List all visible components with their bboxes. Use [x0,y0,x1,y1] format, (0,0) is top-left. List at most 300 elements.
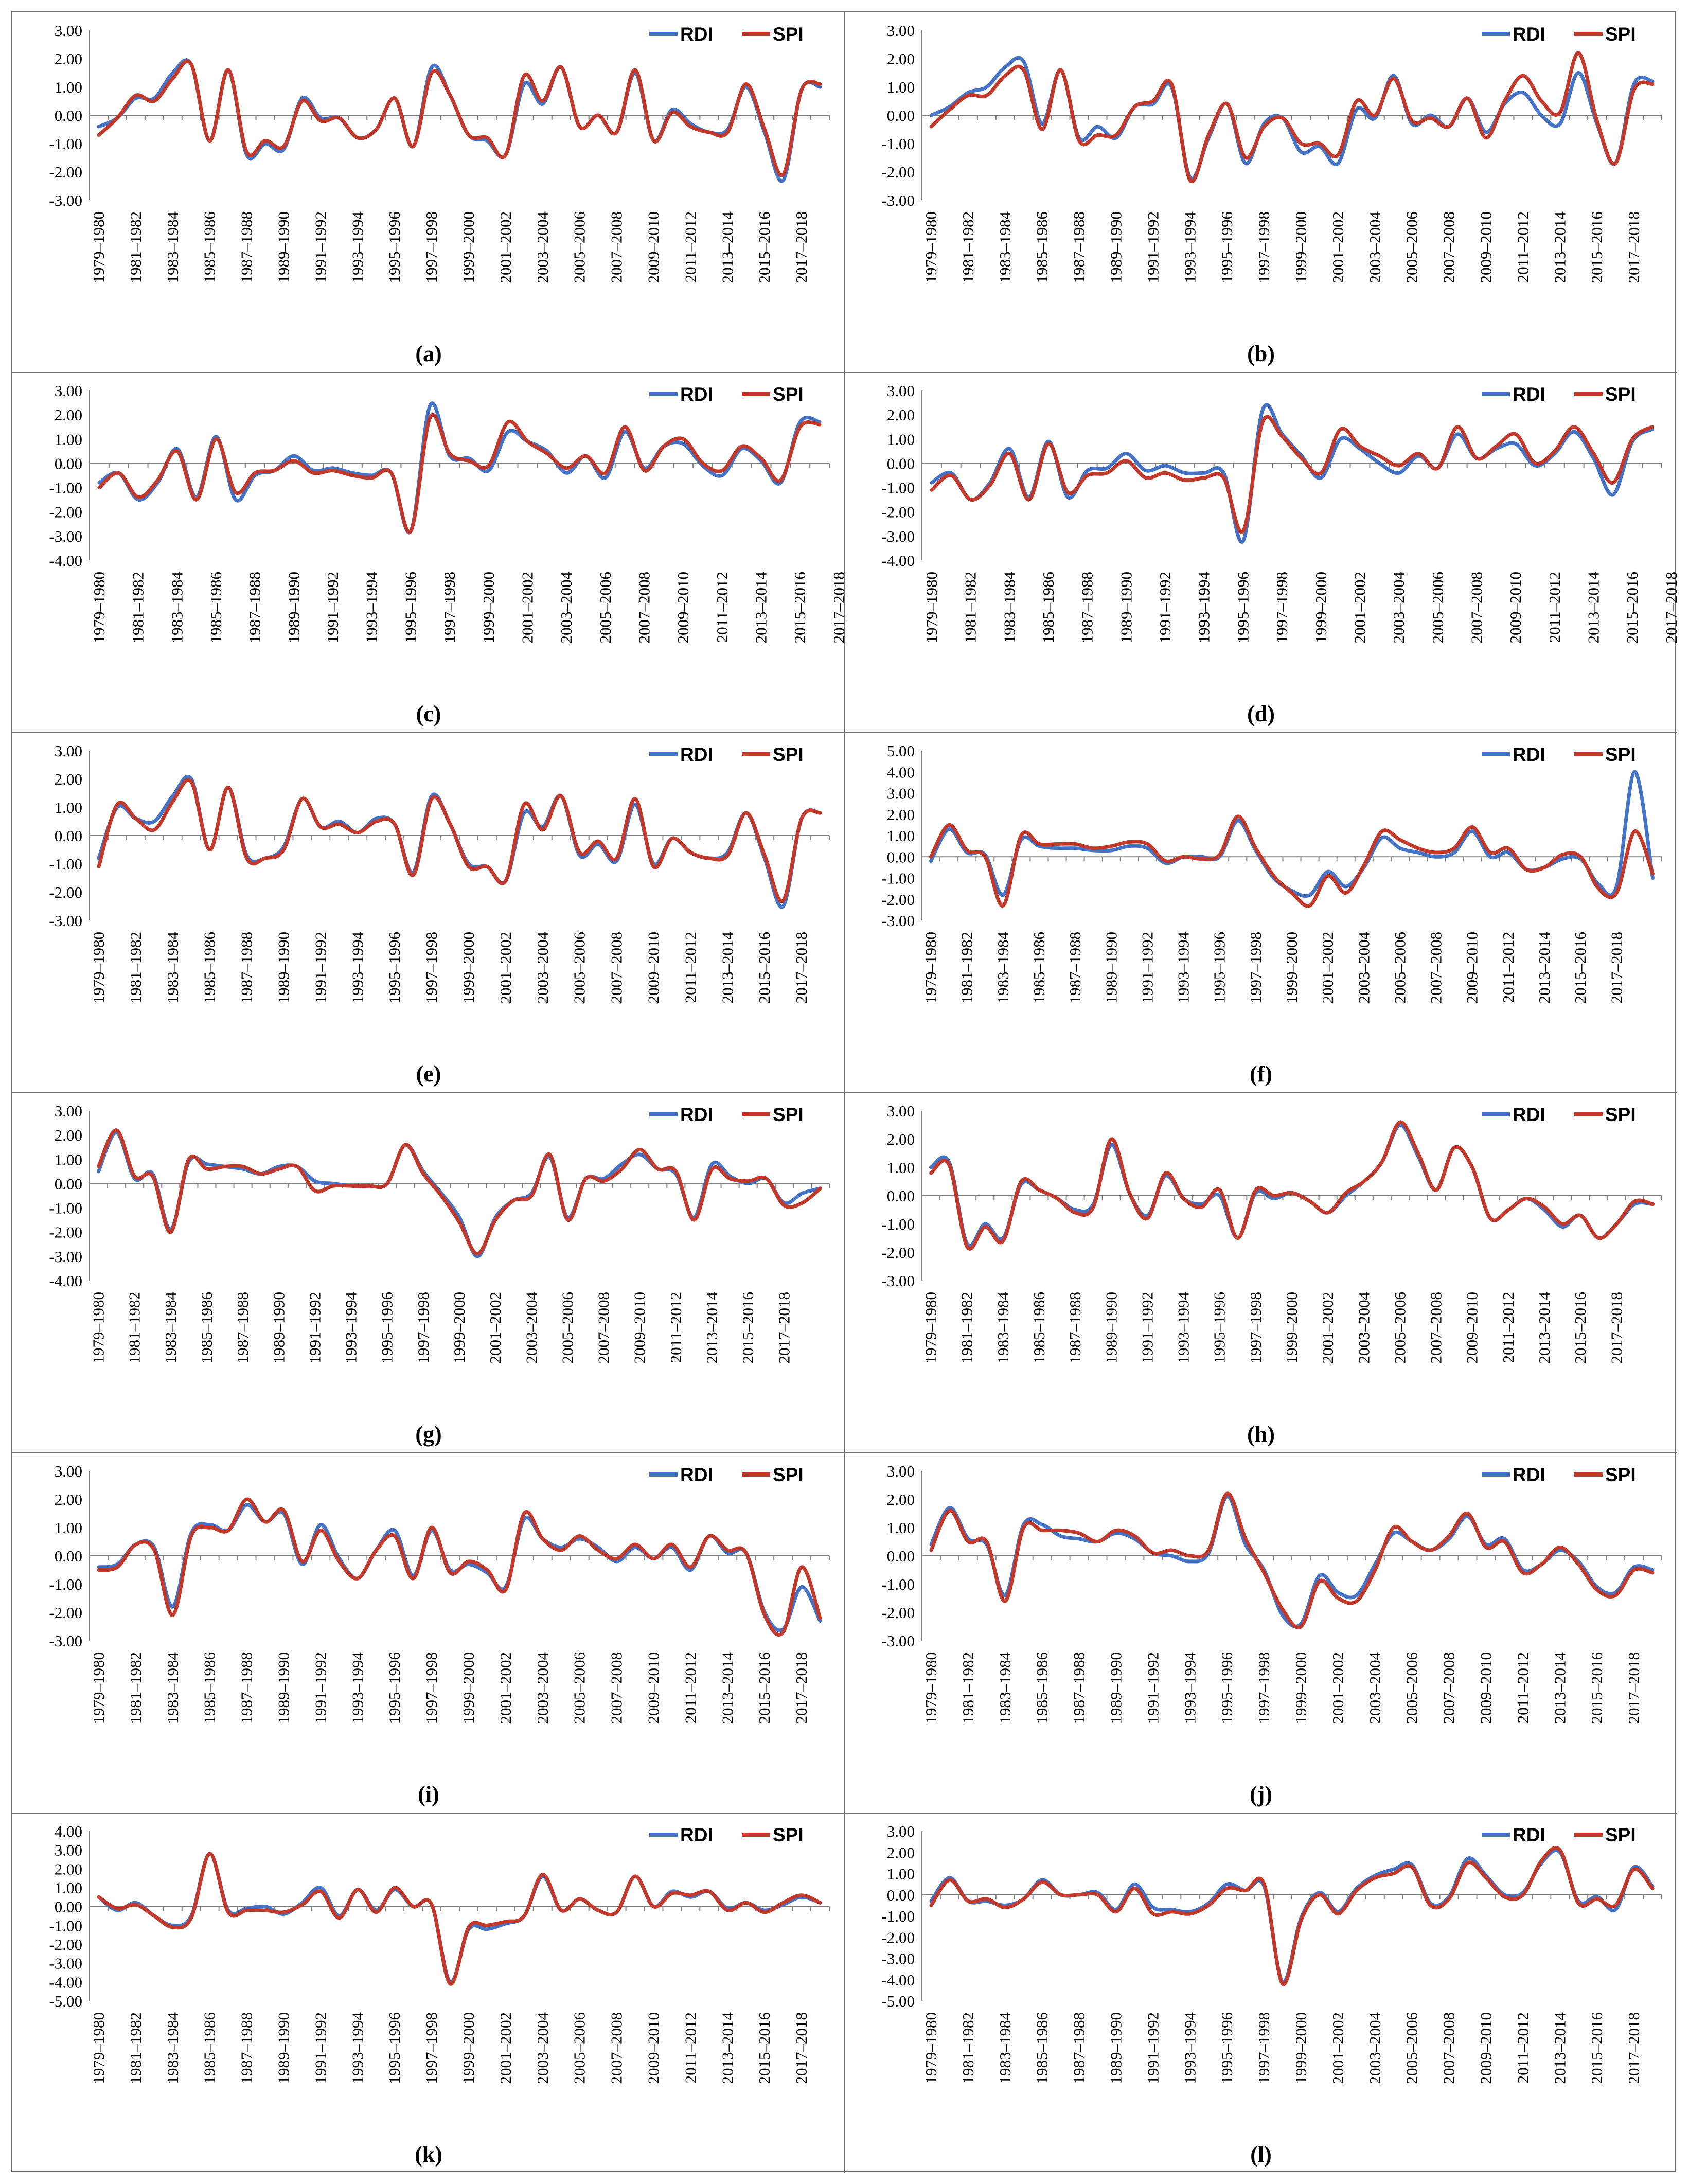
y-tick-label: 0.00 [886,1547,915,1565]
y-tick-label: 1.00 [54,1519,82,1537]
legend-label-rdi: RDI [1513,1104,1545,1125]
x-tick-label: 2005–2006 [1402,211,1421,283]
y-tick-label: 2.00 [886,1490,915,1508]
y-tick-label: 1.00 [886,1519,915,1537]
x-tick-label: 2011–2012 [1499,932,1517,1003]
x-tick-label: 2009–2010 [1506,572,1525,644]
x-tick-label: 1991–1992 [311,1652,330,1724]
series-line-spi [932,417,1652,532]
panel-label: (f) [1250,1061,1272,1087]
y-tick-label: 2.00 [886,1130,915,1148]
x-tick-label: 1981–1982 [126,932,145,1004]
legend-label-spi: SPI [1605,744,1636,765]
y-tick-label: -1.00 [49,1199,82,1217]
x-tick-label: 1997–1998 [422,1652,441,1724]
y-tick-label: -1.00 [49,1575,82,1593]
x-tick-label: 2013–2014 [1551,211,1569,283]
legend-label-spi: SPI [773,24,804,45]
x-tick-label: 1993–1994 [348,932,367,1004]
y-tick-label: 2.00 [54,1126,82,1145]
x-tick-label: 2001–2002 [496,2012,514,2084]
x-tick-label: 1979–1980 [90,571,108,644]
series-line-spi [931,1848,1652,1984]
x-tick-label: 1981–1982 [958,211,977,283]
x-tick-label: 2017–2018 [1607,931,1626,1004]
x-tick-label: 1983–1984 [168,572,186,644]
y-tick-label: -3.00 [881,912,915,930]
x-tick-label: 2011–2012 [681,2012,700,2084]
x-tick-label: 1987–1988 [1066,931,1084,1004]
x-tick-label: 1983–1984 [993,931,1012,1004]
x-tick-label: 2003–2004 [1355,932,1373,1004]
x-tick-label: 1987–1988 [237,932,256,1004]
x-tick-label: 2009–2010 [1477,211,1495,283]
x-tick-label: 1995–1996 [385,211,404,283]
legend-label-rdi: RDI [680,1104,713,1125]
y-tick-label: 3.00 [54,1841,82,1859]
series-line-spi [99,1854,820,1984]
x-tick-label: 1997–1998 [422,932,441,1004]
x-tick-label: 1985–1986 [1033,1652,1051,1724]
x-tick-label: 1993–1994 [362,571,381,644]
x-tick-label: 1993–1994 [348,211,367,283]
x-tick-label: 2001–2002 [496,932,514,1004]
series-line-rdi [931,1125,1653,1246]
panel-label: (h) [1247,1422,1275,1447]
y-tick-label: -2.00 [49,1223,82,1241]
chart-panel-a [49,22,829,366]
legend-label-spi: SPI [1605,1464,1636,1485]
x-tick-label: 2003–2004 [533,211,552,283]
x-tick-label: 1983–1984 [161,1291,180,1364]
x-tick-label: 2013–2014 [718,211,737,283]
y-tick-label: -2.00 [881,163,915,181]
x-tick-label: 2013–2014 [1584,572,1603,644]
x-tick-label: 2011–2012 [1514,211,1532,283]
legend-label-rdi: RDI [680,384,713,405]
x-tick-label: 2005–2006 [1428,571,1447,644]
x-tick-label: 2017–2018 [1625,2012,1643,2084]
series-line-spi [931,1494,1652,1628]
y-tick-label: 2.00 [54,50,82,68]
x-tick-label: 2007–2008 [1439,1652,1458,1724]
x-tick-label: 1983–1984 [163,2012,182,2084]
y-tick-label: -1.00 [881,135,915,153]
x-tick-label: 2005–2006 [570,932,589,1004]
y-tick-label: 3.00 [54,382,82,400]
legend-label-rdi: RDI [1513,24,1545,45]
x-tick-label: 1989–1990 [270,1292,288,1364]
x-tick-label: 1997–1998 [1246,932,1265,1004]
x-tick-label: 2013–2014 [718,932,737,1004]
x-tick-label: 2007–2008 [1439,2012,1458,2084]
figure-grid [11,11,1680,2172]
x-tick-label: 1981–1982 [126,1652,145,1724]
x-tick-label: 1995–1996 [1210,1291,1229,1364]
x-tick-label: 2009–2010 [1477,2012,1495,2084]
x-tick-label: 2005–2006 [596,571,614,644]
series-line-rdi [99,1132,821,1256]
x-tick-label: 1991–1992 [311,932,330,1004]
x-tick-label: 1989–1990 [274,932,293,1004]
legend-label-rdi: RDI [680,1824,713,1845]
legend-label-rdi: RDI [680,744,713,765]
y-tick-label: -5.00 [881,1992,915,2010]
x-tick-label: 2007–2008 [594,1292,613,1364]
x-tick-label: 2015–2016 [1588,1652,1606,1724]
y-tick-label: 3.00 [886,22,915,40]
y-tick-label: 0.00 [886,1886,915,1904]
y-tick-label: -3.00 [49,191,82,209]
x-tick-label: 2015–2016 [1588,211,1606,283]
x-tick-label: 2009–2010 [644,1652,663,1724]
y-tick-label: 3.00 [54,22,82,40]
chart-panel-j [881,1462,1662,1807]
y-tick-label: 2.00 [54,406,82,424]
x-tick-label: 1983–1984 [163,932,182,1004]
y-tick-label: -1.00 [49,1916,82,1935]
x-tick-label: 1983–1984 [163,211,182,283]
y-tick-label: -3.00 [49,1954,82,1973]
x-tick-label: 2011–2012 [1514,2012,1532,2084]
x-tick-label: 1999–2000 [1292,1652,1310,1724]
x-tick-label: 1997–1998 [1255,2012,1273,2084]
x-tick-label: 2013–2014 [1551,1652,1569,1724]
x-tick-label: 2013–2014 [752,572,770,644]
series-line-spi [99,1499,820,1635]
x-tick-label: 2009–2010 [630,1291,649,1364]
y-tick-label: 0.00 [886,454,915,473]
x-tick-label: 1997–1998 [414,1292,432,1364]
x-tick-label: 1991–1992 [1156,571,1174,644]
x-tick-label: 1979–1980 [922,1652,940,1724]
x-tick-label: 1979–1980 [922,2012,940,2084]
x-tick-label: 1995–1996 [385,932,404,1004]
x-tick-label: 1989–1990 [1102,932,1121,1004]
y-tick-label: 3.00 [886,1822,915,1840]
y-tick-label: 0.00 [54,106,82,125]
chart-panel-b [881,22,1662,366]
y-tick-label: 1.00 [886,827,915,845]
panel-label: (e) [416,1061,441,1087]
x-tick-label: 1981–1982 [957,932,976,1004]
y-tick-label: -1.00 [49,478,82,497]
x-tick-label: 1993–1994 [1174,932,1193,1004]
x-tick-label: 2017–2018 [829,571,848,644]
x-tick-label: 1991–1992 [311,211,330,283]
y-tick-label: -4.00 [881,1970,915,1989]
x-tick-label: 1999–2000 [1283,932,1301,1004]
x-tick-label: 1981–1982 [957,1292,976,1364]
y-tick-label: 0.00 [886,1187,915,1205]
x-tick-label: 1987–1988 [1070,211,1088,283]
legend-label-spi: SPI [1605,1824,1636,1845]
x-tick-label: 1985–1986 [1030,1292,1048,1364]
x-tick-label: 2001–2002 [1328,2012,1347,2084]
y-tick-label: -1.00 [881,1907,915,1925]
panel-label: (c) [416,701,441,726]
y-tick-label: 3.00 [886,382,915,400]
y-tick-label: -4.00 [881,552,915,570]
y-tick-label: 1.00 [54,1879,82,1897]
x-tick-label: 1979–1980 [90,932,108,1004]
x-tick-label: 2017–2018 [1662,571,1680,644]
y-tick-label: -1.00 [49,855,82,873]
x-tick-label: 2009–2010 [644,211,663,283]
x-tick-label: 1999–2000 [459,211,477,283]
y-tick-label: -3.00 [49,1247,82,1266]
x-tick-label: 1993–1994 [1181,2012,1199,2084]
x-tick-label: 1995–1996 [385,1652,404,1724]
x-tick-label: 1999–2000 [1292,211,1310,283]
x-tick-label: 2005–2006 [1391,931,1409,1004]
x-tick-label: 2017–2018 [1625,1652,1643,1724]
x-tick-label: 1995–1996 [1210,931,1229,1004]
y-tick-label: 0.00 [54,454,82,473]
y-tick-label: 4.00 [886,763,915,782]
x-tick-label: 1987–1988 [245,572,264,644]
x-tick-label: 1995–1996 [1218,1652,1236,1724]
x-tick-label: 1989–1990 [274,211,293,283]
x-tick-label: 1985–1986 [1039,572,1057,644]
x-tick-label: 1999–2000 [1311,572,1330,644]
y-tick-label: -2.00 [49,503,82,521]
chart-panel-l [881,1822,1662,2167]
y-tick-label: 0.00 [886,848,915,866]
y-tick-label: 3.00 [54,742,82,760]
y-tick-label: 2.00 [886,1843,915,1862]
y-tick-label: 1.00 [886,1865,915,1883]
x-tick-label: 1985–1986 [198,1292,216,1364]
x-tick-label: 1981–1982 [125,1292,144,1364]
x-tick-label: 1989–1990 [1117,571,1135,644]
x-tick-label: 1987–1988 [237,2012,256,2084]
x-tick-label: 1999–2000 [459,2012,477,2084]
panel-label: (i) [418,1782,439,1807]
x-tick-label: 1991–1992 [311,2012,330,2084]
y-tick-label: 1.00 [54,1150,82,1169]
x-tick-label: 2011–2012 [681,211,700,283]
x-tick-label: 2001–2002 [518,571,537,644]
y-tick-label: 2.00 [54,1860,82,1878]
x-tick-label: 2003–2004 [1365,1652,1384,1724]
x-tick-label: 2005–2006 [570,2012,589,2084]
x-tick-label: 2005–2006 [570,1652,589,1724]
legend-label-rdi: RDI [680,24,713,45]
x-tick-label: 2001–2002 [486,1291,505,1364]
x-tick-label: 2009–2010 [644,2012,663,2084]
x-tick-label: 2015–2016 [755,1652,774,1724]
y-tick-label: -2.00 [881,1244,915,1262]
x-tick-label: 1981–1982 [961,571,980,644]
x-tick-label: 2015–2016 [739,1292,757,1364]
x-tick-label: 1999–2000 [479,572,497,644]
x-tick-label: 1999–2000 [1283,1292,1301,1364]
x-tick-label: 1995–1996 [1218,2012,1236,2084]
x-tick-label: 2015–2016 [755,2012,774,2084]
x-tick-label: 1981–1982 [958,1652,977,1724]
x-tick-label: 1981–1982 [958,2012,977,2084]
x-tick-label: 2015–2016 [755,211,774,283]
y-tick-label: 2.00 [54,770,82,788]
x-tick-label: 1983–1984 [1000,572,1019,644]
x-tick-label: 2015–2016 [791,571,809,644]
y-tick-label: -1.00 [881,869,915,887]
x-tick-label: 1987–1988 [237,1652,256,1724]
legend-label-spi: SPI [773,744,804,765]
y-tick-label: 3.00 [54,1462,82,1480]
y-tick-label: -4.00 [49,552,82,570]
x-tick-label: 2003–2004 [522,1292,541,1364]
x-tick-label: 2003–2004 [533,932,552,1004]
x-tick-label: 2017–2018 [792,211,811,283]
x-tick-label: 2005–2006 [1391,1291,1409,1364]
y-tick-label: -1.00 [881,1575,915,1593]
x-tick-label: 1993–1994 [1174,1292,1193,1364]
chart-panel-d [881,382,1680,726]
x-tick-label: 2003–2004 [1365,211,1384,283]
x-tick-label: 1997–1998 [440,572,459,644]
x-tick-label: 2007–2008 [1439,211,1458,283]
x-tick-label: 1995–1996 [401,572,420,644]
y-tick-label: 0.00 [886,106,915,125]
y-tick-label: -2.00 [49,163,82,181]
y-tick-label: 0.00 [54,1547,82,1565]
x-tick-label: 2005–2006 [1402,1652,1421,1724]
y-tick-label: -3.00 [881,1632,915,1650]
x-tick-label: 2013–2014 [1551,2012,1569,2084]
y-tick-label: -3.00 [881,191,915,209]
series-line-spi [99,1130,821,1254]
x-tick-label: 1989–1990 [285,571,303,644]
x-tick-label: 2003–2004 [1355,1292,1373,1364]
x-tick-label: 2017–2018 [792,932,811,1004]
x-tick-label: 1979–1980 [90,211,108,283]
x-tick-label: 2001–2002 [1319,931,1337,1004]
x-tick-label: 1993–1994 [348,2012,367,2084]
panel-label: (g) [415,1422,442,1447]
x-tick-label: 1991–1992 [306,1291,324,1364]
x-tick-label: 1993–1994 [348,1652,367,1724]
x-tick-label: 2003–2004 [1390,571,1408,644]
x-tick-label: 2011–2012 [681,1652,700,1724]
x-tick-label: 1981–1982 [126,211,145,283]
x-tick-label: 2003–2004 [533,2012,552,2084]
x-tick-label: 2015–2016 [1571,932,1590,1004]
y-tick-label: -3.00 [49,1632,82,1650]
x-tick-label: 1979–1980 [922,211,940,283]
series-line-spi [931,1122,1653,1249]
legend-label-spi: SPI [1605,24,1636,45]
chart-panel-i [49,1462,829,1807]
x-tick-label: 2001–2002 [496,211,514,283]
x-tick-label: 2003–2004 [533,1652,552,1724]
x-tick-label: 1999–2000 [1292,2012,1310,2084]
x-tick-label: 1989–1990 [1107,2012,1125,2084]
y-tick-label: 1.00 [886,78,915,96]
legend-label-spi: SPI [773,1104,804,1125]
x-tick-label: 1983–1984 [993,1291,1012,1364]
x-tick-label: 1989–1990 [1102,1292,1121,1364]
x-tick-label: 1985–1986 [200,2012,219,2084]
x-tick-label: 2009–2010 [1463,931,1481,1004]
x-tick-label: 1991–1992 [1144,1652,1162,1724]
y-tick-label: 0.00 [54,1897,82,1916]
legend-label-spi: SPI [773,384,804,405]
series-line-spi [99,61,820,175]
x-tick-label: 1991–1992 [1138,1291,1157,1364]
x-tick-label: 1995–1996 [385,2012,404,2084]
x-tick-label: 1987–1988 [1070,2012,1088,2084]
y-tick-label: 3.00 [886,1462,915,1480]
y-tick-label: 3.00 [886,784,915,803]
x-tick-label: 2011–2012 [666,1292,685,1363]
x-tick-label: 1985–1986 [1030,932,1048,1004]
x-tick-label: 1983–1984 [995,1652,1014,1724]
x-tick-label: 1991–1992 [1144,2012,1162,2084]
x-tick-label: 2007–2008 [635,572,653,644]
x-tick-label: 2007–2008 [1427,932,1445,1004]
panel-label: (k) [415,2142,442,2167]
x-tick-label: 1985–1986 [207,572,225,644]
x-tick-label: 1979–1980 [921,1291,940,1364]
series-line-spi [99,780,820,901]
y-tick-label: 1.00 [886,1159,915,1177]
x-tick-label: 1987–1988 [1066,1291,1084,1364]
y-tick-label: -2.00 [49,883,82,901]
y-tick-label: 5.00 [886,742,915,760]
x-tick-label: 1993–1994 [1195,571,1213,644]
x-tick-label: 1979–1980 [90,1652,108,1724]
x-tick-label: 2015–2016 [1623,571,1642,644]
x-tick-label: 1997–1998 [1255,211,1273,283]
legend-label-spi: SPI [773,1824,804,1845]
x-tick-label: 1993–1994 [342,1292,360,1364]
x-tick-label: 1993–1994 [1181,1652,1199,1724]
x-tick-label: 1979–1980 [90,2012,108,2084]
x-tick-label: 1983–1984 [163,1652,182,1724]
x-tick-label: 1995–1996 [1218,211,1236,283]
chart-panel-k [49,1822,829,2167]
x-tick-label: 2011–2012 [1499,1292,1517,1363]
y-tick-label: -3.00 [49,912,82,930]
x-tick-label: 2005–2006 [558,1291,577,1364]
x-tick-label: 2017–2018 [775,1291,793,1364]
chart-panel-g [49,1102,829,1447]
x-tick-label: 2001–2002 [1350,571,1369,644]
y-tick-label: 3.00 [54,1102,82,1120]
x-tick-label: 1987–1988 [234,1291,252,1364]
x-tick-label: 2013–2014 [718,1652,737,1724]
y-tick-label: -1.00 [49,135,82,153]
y-tick-label: 1.00 [886,430,915,449]
y-tick-label: 0.00 [54,827,82,845]
x-tick-label: 1993–1994 [1181,211,1199,283]
y-tick-label: -2.00 [881,1604,915,1622]
x-tick-label: 1997–1998 [422,211,441,283]
panel-label: (b) [1247,341,1275,366]
y-tick-label: 0.00 [54,1175,82,1193]
y-tick-label: 1.00 [54,430,82,449]
y-tick-label: 2.00 [54,1490,82,1508]
x-tick-label: 2011–2012 [1514,1652,1532,1724]
y-tick-label: 4.00 [54,1822,82,1840]
x-tick-label: 2001–2002 [1319,1291,1337,1364]
chart-panel-f [881,742,1662,1087]
y-tick-label: -3.00 [49,527,82,545]
x-tick-label: 1995–1996 [378,1291,396,1364]
x-tick-label: 1991–1992 [1138,931,1157,1004]
